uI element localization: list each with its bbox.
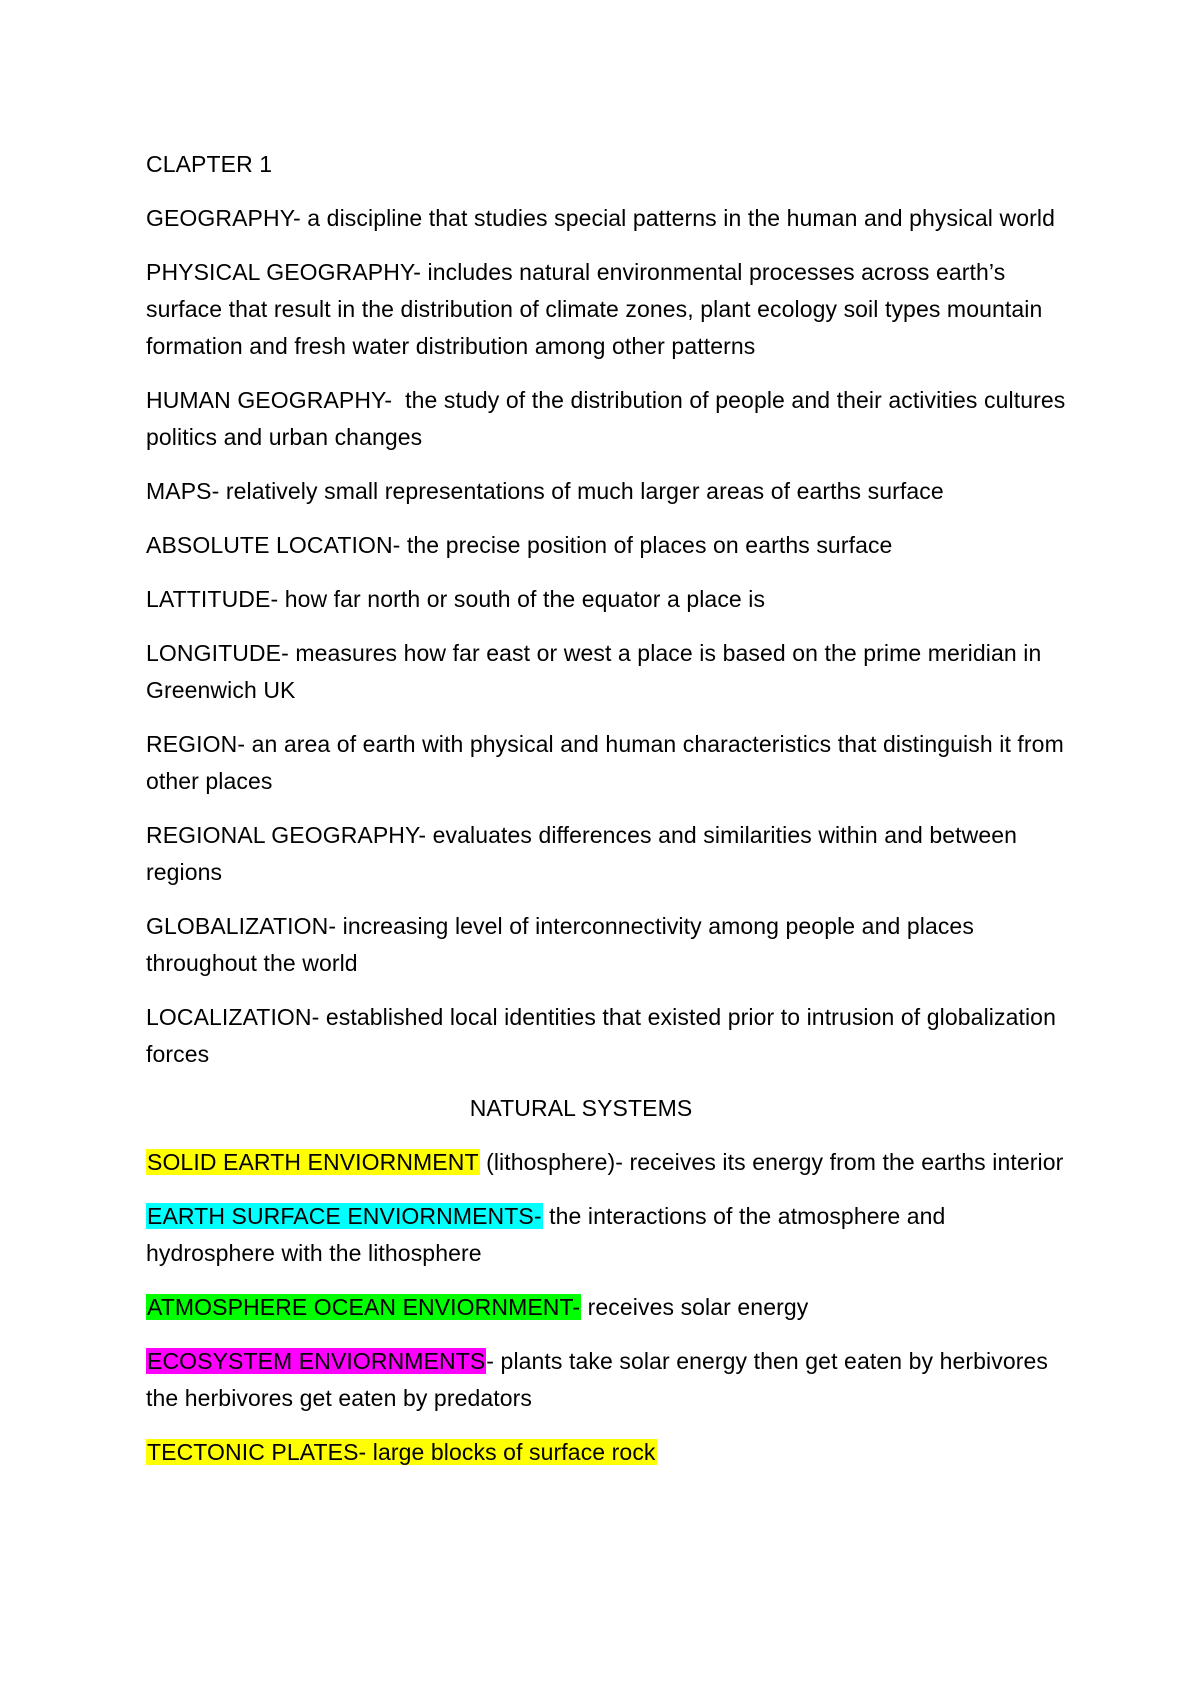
definition-latitude <box>146 581 1066 618</box>
definition-separator: - <box>281 640 289 666</box>
definition-text: the interactions of the atmosphere and hydrosphere with the lithosphere <box>146 1203 946 1266</box>
definition-term: LOCALIZATION <box>146 1004 312 1030</box>
definition-term: GEOGRAPHY <box>146 205 294 231</box>
definition-text: - plants take solar energy then get eaten by herbivores the herbivores get eaten by predators <box>146 1348 1048 1411</box>
definition-separator: - <box>211 478 220 504</box>
definition-term: LATTITUDE <box>146 586 271 612</box>
definition-text: the study of the distribution of people and their activities cultures politics and urban changes <box>146 387 1072 450</box>
definition-physical-geography <box>146 254 1066 365</box>
definition-text: increasing level of interconnectivity among people and places throughout the world <box>146 913 974 976</box>
definition-text: measures how far east or west a place is based on the prime meridian in Greenwich UK <box>146 640 1042 703</box>
highlight-definition-atmosphere-ocean <box>146 1289 1066 1326</box>
definition-text: how far north or south of the equator a place is <box>278 586 766 612</box>
definition-term: GLOBALIZATION <box>146 913 329 939</box>
definition-text: receives solar energy <box>581 1294 809 1320</box>
definition-geography <box>146 200 1066 237</box>
definition-term: LONGITUDE <box>146 640 282 666</box>
definition-text: relatively small representations of much larger areas of earths surface <box>219 478 944 504</box>
definition-separator: - <box>293 205 301 231</box>
definition-term: MAPS <box>146 478 212 504</box>
highlight-definition-earth-surface <box>146 1198 1066 1272</box>
definition-localization <box>146 999 1066 1073</box>
definition-maps <box>146 473 1066 510</box>
document-body <box>146 146 1072 1488</box>
definition-text: an area of earth with physical and human characteristics that distinguish it from other places <box>146 731 1064 794</box>
definition-human-geography <box>146 382 1072 456</box>
highlighted-term: SOLID EARTH ENVIORNMENT <box>147 1149 479 1175</box>
definition-text: established local identities that existed prior to intrusion of globalization forces <box>146 1004 1056 1067</box>
definition-term: ABSOLUTE LOCATION <box>146 532 393 558</box>
definition-term: HUMAN GEOGRAPHY <box>146 387 385 413</box>
definition-text: evaluates differences and similarities within and between regions <box>146 822 1018 885</box>
definition-region <box>146 726 1066 800</box>
definition-text: (lithosphere)- receives its energy from the earths interior <box>479 1149 1064 1175</box>
definition-absolute-location <box>146 527 1066 564</box>
highlight-definition-tectonic-plates <box>146 1434 1066 1471</box>
definition-globalization <box>146 908 1066 982</box>
definition-separator: - <box>418 822 427 848</box>
definition-term: REGIONAL GEOGRAPHY <box>146 822 419 848</box>
definition-separator: - <box>392 532 401 558</box>
highlighted-term: EARTH SURFACE ENVIORNMENTS- <box>147 1203 542 1229</box>
definition-term: PHYSICAL GEOGRAPHY <box>146 259 414 285</box>
definition-separator: - <box>270 586 279 612</box>
definition-longitude <box>146 635 1066 709</box>
chapter-title: CLAPTER 1 <box>146 151 273 177</box>
definition-separator: - <box>311 1004 320 1030</box>
definition-regional-geography <box>146 817 1066 891</box>
definition-term: REGION <box>146 731 238 757</box>
highlight-definition-ecosystem <box>146 1343 1066 1417</box>
definition-text: a discipline that studies special patterns in the human and physical world <box>300 205 1055 231</box>
highlighted-term: TECTONIC PLATES- large blocks of surface rock <box>147 1439 656 1465</box>
definition-separator: - <box>237 731 246 757</box>
definition-separator: - <box>413 259 422 285</box>
highlighted-term: ECOSYSTEM ENVIORNMENTS <box>147 1348 486 1374</box>
definition-text: the precise position of places on earths surface <box>400 532 893 558</box>
highlight-definition-solid-earth <box>146 1144 1066 1181</box>
definition-text: includes natural environmental processes across earth’s surface that result in the distribution of climate zones, plant ecology soil types mountain formation and fresh water distribution among other patterns <box>146 259 1043 359</box>
highlighted-term: ATMOSPHERE OCEAN ENVIORNMENT- <box>147 1294 581 1320</box>
definition-separator: - <box>328 913 337 939</box>
definition-separator: - <box>384 387 393 413</box>
section-heading-natural-systems: NATURAL SYSTEMS <box>469 1095 693 1121</box>
